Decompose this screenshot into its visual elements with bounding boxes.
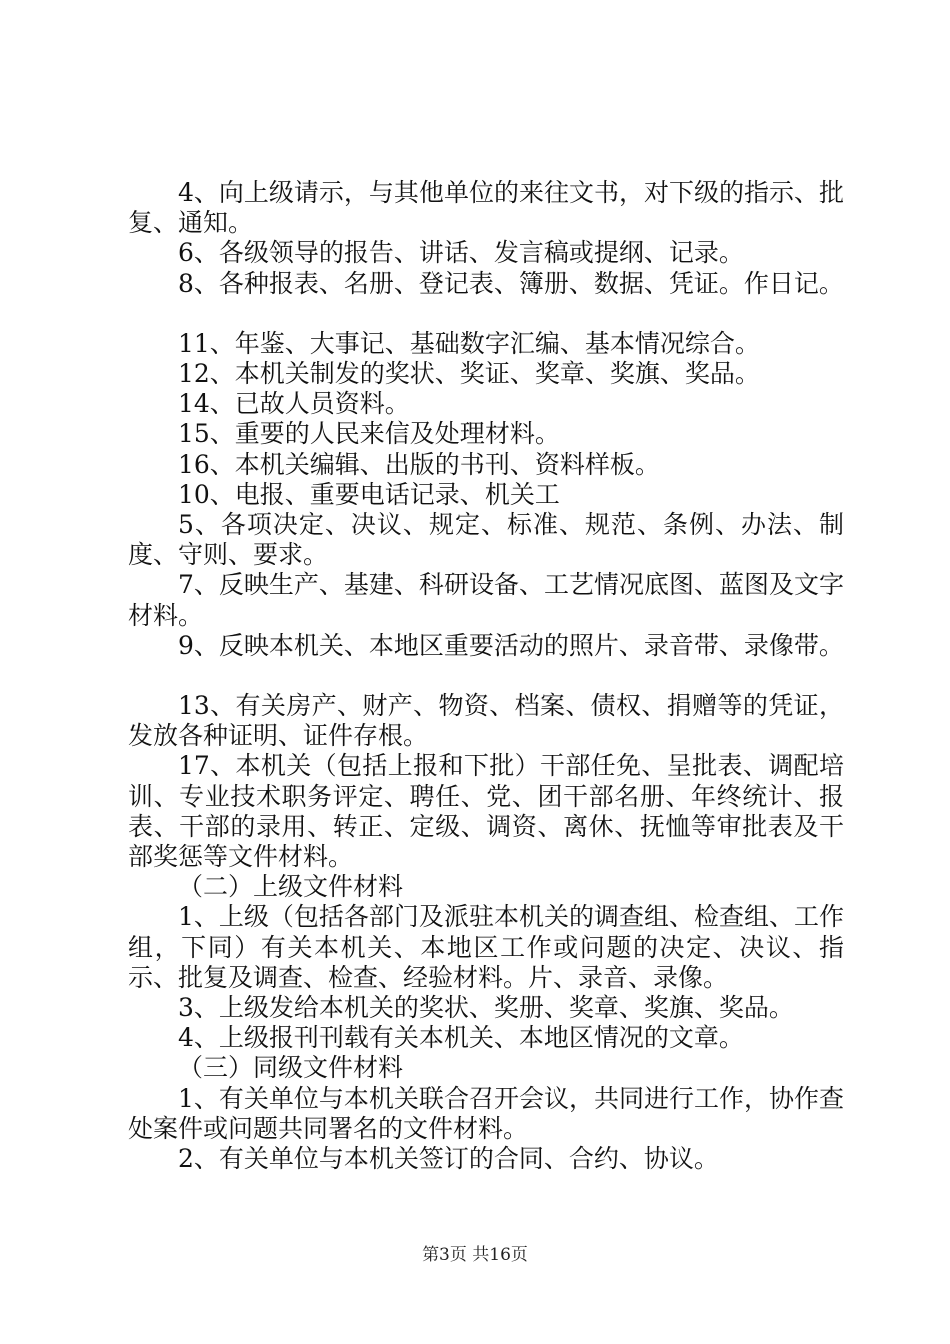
- paragraph: 10、电报、重要电话记录、机关工: [178, 479, 560, 509]
- paragraph: 1、上级（包括各部门及派驻本机关的调查组、检查组、工作组，下同）有关本机关、本地区工作或问题的决定、决议、指示、批复及调查、检查、经验材料。片、录音、录像。: [128, 902, 844, 992]
- paragraph: 4、向上级请示，与其他单位的来往文书，对下级的指示、批复、通知。: [128, 178, 844, 238]
- paragraph: 16、本机关编辑、出版的书刊、资料样板。: [178, 449, 660, 479]
- paragraph: 13、有关房产、财产、物资、档案、债权、捐赠等的凭证，发放各种证明、证件存根。: [128, 691, 844, 751]
- section-heading: （二）上级文件材料: [178, 872, 404, 902]
- paragraph: 8、各种报表、名册、登记表、簿册、数据、凭证。作日记。: [178, 268, 844, 298]
- paragraph: 12、本机关制发的奖状、奖证、奖章、奖旗、奖品。: [178, 359, 760, 389]
- document-body: [128, 178, 844, 1174]
- paragraph: 2、有关单位与本机关签订的合同、合约、协议。: [178, 1144, 719, 1174]
- paragraph: 5、各项决定、决议、规定、标准、规范、条例、办法、制度、守则、要求。: [128, 510, 844, 570]
- paragraph: 4、上级报刊刊载有关本机关、本地区情况的文章。: [178, 1023, 744, 1053]
- paragraph: 17、本机关（包括上报和下批）干部任免、呈批表、调配培训、专业技术职务评定、聘任、党、团干部名册、年终统计、报表、干部的录用、转正、定级、调资、离休、抚恤等审批表及干部奖惩等文件材料。: [128, 751, 844, 872]
- paragraph: 14、已故人员资料。: [178, 389, 410, 419]
- paragraph: 6、各级领导的报告、讲话、发言稿或提纲、记录。: [178, 238, 744, 268]
- paragraph: 11、年鉴、大事记、基础数字汇编、基本情况综合。: [178, 328, 760, 358]
- paragraph: 1、有关单位与本机关联合召开会议，共同进行工作，协作查处案件或问题共同署名的文件材料。: [128, 1083, 844, 1143]
- page-number-footer: 第3页 共16页: [422, 1245, 528, 1265]
- paragraph: 15、重要的人民来信及处理材料。: [178, 419, 560, 449]
- paragraph: 3、上级发给本机关的奖状、奖册、奖章、奖旗、奖品。: [178, 993, 794, 1023]
- paragraph: 7、反映生产、基建、科研设备、工艺情况底图、蓝图及文字材料。: [128, 570, 844, 630]
- section-heading: （三）同级文件材料: [178, 1053, 404, 1083]
- paragraph: 9、反映本机关、本地区重要活动的照片、录音带、录像带。: [178, 630, 844, 660]
